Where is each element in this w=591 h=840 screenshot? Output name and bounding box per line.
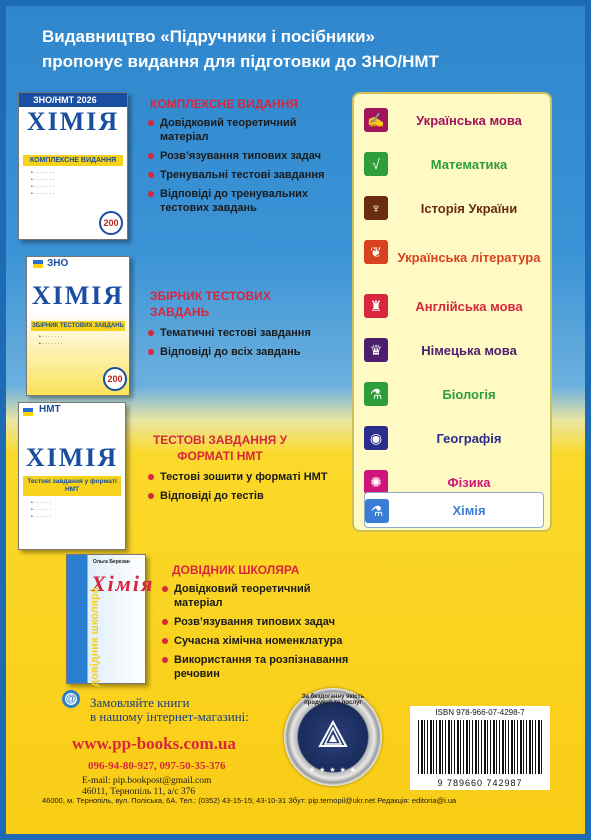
book-vertical-label: довідник школяра [88, 587, 101, 687]
list-item: Розв’язування типових задач [160, 615, 360, 629]
list-item: Тренувальні тестові завдання [146, 168, 346, 182]
list-item: Тестові зошити у форматі НМТ [146, 470, 346, 484]
list-item: Довідковий теоретичний матеріал [146, 116, 346, 144]
quality-seal [284, 688, 382, 786]
subject-item[interactable] [364, 234, 544, 280]
at-icon: @ [62, 690, 80, 708]
section-list-nmt [146, 470, 346, 508]
subject-icon: √ [364, 152, 388, 176]
order-line-1: Замовляйте книги [90, 695, 190, 710]
book-seal: 200 [99, 211, 123, 235]
header-line-1: Видавництво «Підручники і посібники» [42, 27, 376, 46]
isbn-label: ISBN 978-966-07-4298-7 [435, 708, 525, 717]
flag-icon [33, 260, 43, 268]
list-item: Використання та розпізнавання речовин [160, 653, 360, 681]
book-title: ХІМІЯ [26, 107, 120, 136]
subject-icon: ⚗ [364, 382, 388, 406]
list-item: Відповіді до тренувальних тестових завдань [146, 187, 346, 215]
list-item: Відповіді до тестів [146, 489, 346, 503]
subject-label: Англійська мова [415, 298, 523, 314]
seal-stars: ★ ★ ★ ★ ★ [308, 767, 358, 774]
list-item: Відповіді до всіх завдань [146, 345, 346, 359]
section-list-complex [146, 116, 346, 220]
flag-icon [23, 408, 33, 416]
seal-text: За бездоганну якість продукції та послуг [301, 694, 365, 706]
book-cover-tests[interactable] [26, 256, 130, 396]
section-list-handbook [160, 582, 360, 686]
section-title-complex: КОМПЛЕКСНЕ ВИДАННЯ [150, 97, 299, 111]
book-contents: • · · · · · · • · · · · · · • · · · · · · [31, 500, 52, 520]
subject-icon: ❦ [364, 240, 388, 264]
book-top-label: НМТ [39, 404, 61, 415]
phones: 096-94-80-927, 097-50-35-376 [88, 760, 226, 772]
subject-label: Німецька мова [421, 342, 517, 358]
publisher-header [42, 24, 562, 74]
header-line-2: пропонує видання для підготовки до ЗНО/НМТ [42, 52, 439, 71]
section-title-tests: ЗБІРНИК ТЕСТОВИХ ЗАВДАНЬ [150, 289, 271, 319]
isbn-barcode [410, 706, 550, 790]
subject-label: Фізика [447, 474, 491, 490]
postal-address: 46011, Тернопіль 11, а/с 376 [82, 787, 196, 797]
book-contents: • · · · · · · · • · · · · · · · [39, 334, 63, 347]
subject-label: Хімія [452, 502, 486, 518]
book-cover-complex[interactable] [18, 92, 128, 240]
book-subtitle [19, 417, 125, 439]
subject-label: Географія [436, 430, 502, 446]
list-item: Тематичні тестові завдання [146, 326, 346, 340]
subject-item[interactable] [364, 492, 544, 528]
email-text: E-mail: pip.bookpost@gmail.com [82, 776, 212, 786]
book-cover-handbook[interactable] [66, 554, 155, 687]
subject-item[interactable] [364, 420, 544, 456]
list-item: Сучасна хімічна номенклатура [160, 634, 360, 648]
section-title-handbook: ДОВІДНИК ШКОЛЯРА [172, 563, 300, 577]
list-item: Розв’язування типових задач [146, 149, 346, 163]
order-line-2: в нашому інтернет-магазині: [90, 709, 249, 724]
subject-item[interactable] [364, 102, 544, 138]
section-title-nmt: ТЕСТОВІ ЗАВДАННЯ У ФОРМАТІ НМТ [152, 433, 288, 463]
subject-icon: ✍ [364, 108, 388, 132]
publisher-footer: 46000, м. Тернопіль, вул. Поліська, 6А. Тел.: (0352) 43-15-15; 43-10-31 Збут: pip.ternopil@ukr.net Редакція: editoria@i.ua [42, 796, 457, 805]
publisher-logo-icon [316, 718, 350, 752]
book-top-label: Ольга Березан [93, 559, 130, 565]
subject-item[interactable] [364, 146, 544, 182]
subject-label: Українська література [397, 249, 541, 265]
subject-item[interactable] [364, 376, 544, 412]
subject-item[interactable] [364, 288, 544, 324]
isbn-number: 9 789660 742987 [437, 778, 523, 788]
contact-mail [82, 776, 211, 798]
subject-icon: ◉ [364, 426, 388, 450]
book-bar: Тестові завдання у форматі НМТ [23, 476, 121, 496]
book-top-label: ЗНО/НМТ 2026 [19, 93, 127, 107]
list-item: Довідковий теоретичний матеріал [160, 582, 360, 610]
subject-label: Біологія [442, 386, 496, 402]
subject-item[interactable] [364, 190, 544, 226]
subject-label: Українська мова [416, 112, 522, 128]
subject-label: Історія України [420, 200, 518, 216]
subject-icon: ♆ [364, 196, 388, 220]
subject-icon: ✺ [364, 470, 388, 494]
book-title: ХІМІЯ [25, 443, 119, 472]
subject-icon: ♛ [364, 338, 388, 362]
book-top-label: ЗНО [47, 258, 69, 269]
book-contents: • · · · · · · · • · · · · · · · • · · · · · · · • · · · · · · · [31, 170, 55, 197]
subject-icon: ⚗ [365, 499, 389, 523]
book-bar: КОМПЛЕКСНЕ ВИДАННЯ [23, 155, 123, 166]
book-title: ХІМІЯ [31, 281, 125, 310]
book-bar: ЗБІРНИК ТЕСТОВИХ ЗАВДАНЬ [32, 323, 124, 329]
subject-icon: ♜ [364, 294, 388, 318]
section-list-tests [146, 326, 346, 364]
book-title: Хімія [91, 571, 155, 596]
subject-item[interactable] [364, 332, 544, 368]
book-seal: 200 [103, 367, 127, 391]
subject-label: Математика [430, 156, 508, 172]
subjects-panel [352, 92, 552, 532]
barcode-icon [418, 720, 542, 774]
book-cover-nmt[interactable] [18, 402, 126, 550]
shop-link[interactable]: www.pp-books.com.ua [72, 734, 236, 753]
